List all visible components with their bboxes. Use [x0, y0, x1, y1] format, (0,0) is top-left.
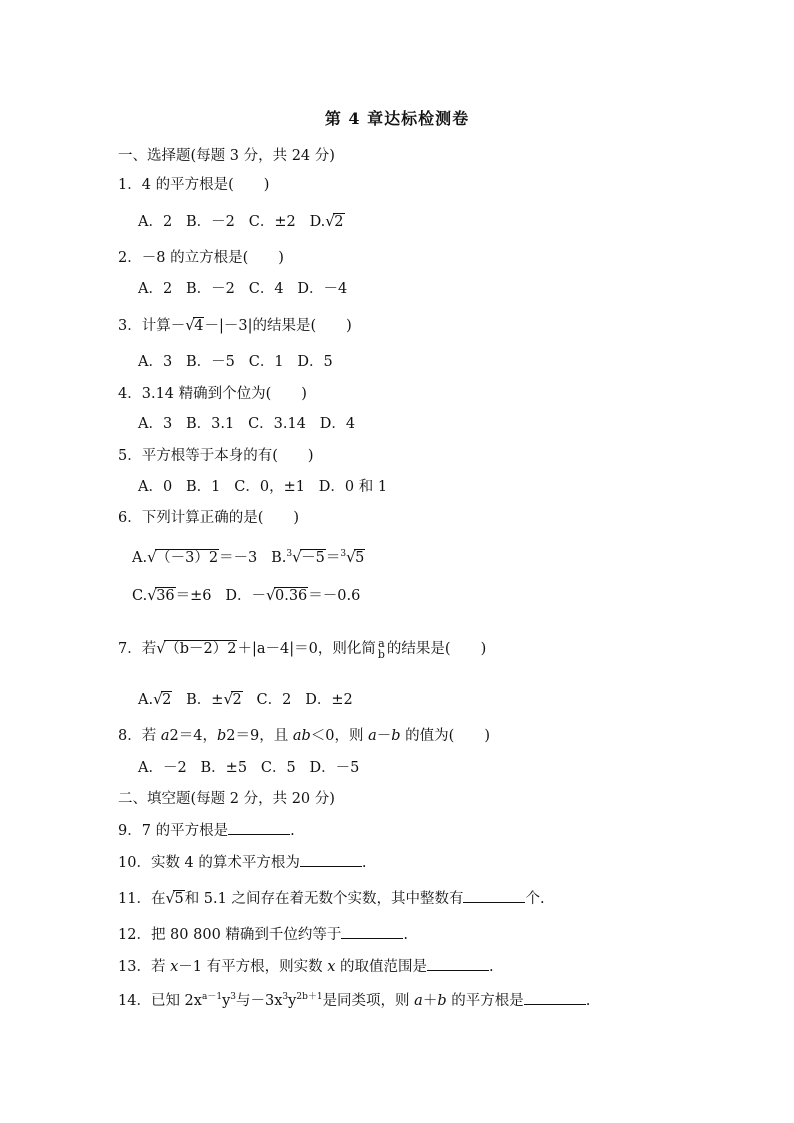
q6-d-radicand: 0.36 [274, 588, 308, 604]
question-5 [118, 446, 314, 466]
sqrt-icon: √ （b－2）2 [156, 639, 237, 657]
q1-options [138, 212, 345, 232]
q1-stem: 4 的平方根是( [141, 177, 234, 193]
q6-d-rest: ＝－0.6 [308, 588, 361, 604]
q6-a-rest: ＝－3 [219, 549, 258, 566]
q7-option-c: C．2 [256, 692, 292, 708]
q10-end: . [361, 855, 367, 871]
q14-sup2: 3 [230, 992, 236, 1002]
q5-close: ) [307, 448, 314, 464]
question-14 [118, 987, 590, 1011]
q9-stem: 7 的平方根是 [141, 823, 229, 839]
q9-end: . [290, 823, 295, 839]
q7-frac-num: a [378, 637, 385, 650]
q3-option-c: C．1 [248, 354, 284, 370]
q7-radicand: （b－2）2 [165, 641, 237, 657]
cbrt-icon: √ －5 [292, 547, 325, 566]
question-11 [118, 888, 545, 909]
q2-number: 2． [118, 250, 142, 266]
q8-option-a: A．－2 [138, 760, 187, 776]
q4-number: 4． [118, 386, 142, 402]
q4-option-b: B．3.1 [186, 416, 235, 432]
question-6 [118, 508, 299, 528]
q7-close: ) [480, 641, 487, 657]
page-title: 第 4 章达标检测卷 [324, 109, 470, 128]
q1-number: 1． [118, 177, 142, 193]
q8-option-c: C．5 [260, 760, 296, 776]
sqrt-icon: √ 2 [223, 690, 242, 708]
question-4 [118, 384, 307, 404]
q14-var-a: a [414, 992, 423, 1009]
q7-option-b-label: B．± [186, 692, 224, 708]
q7-b-radicand: 2 [232, 692, 242, 708]
q3-number: 3． [118, 318, 142, 334]
q6-b-radicand: －5 [301, 549, 325, 566]
q6-close: ) [293, 510, 300, 526]
q11-number: 11． [118, 891, 151, 907]
question-3 [118, 316, 352, 336]
sqrt-icon: √ 2 [153, 690, 172, 708]
q14-var-b: b [437, 992, 447, 1009]
q5-options [138, 477, 387, 497]
q4-option-a: A．3 [138, 416, 173, 432]
q13-end: . [489, 959, 494, 975]
q8-var-b2: b [391, 728, 401, 744]
answer-blank[interactable] [524, 990, 586, 1005]
q4-stem: 3.14 精确到个位为( [141, 386, 272, 402]
question-10 [118, 852, 367, 873]
q6-c-rest: ＝±6 [175, 588, 212, 604]
q8-option-b: B．±5 [200, 760, 248, 776]
q2-option-d: D．－4 [297, 281, 348, 297]
q9-number: 9． [118, 823, 142, 839]
q7-options [138, 690, 353, 710]
q11-end: 个. [525, 891, 545, 907]
q4-close: ) [301, 386, 307, 402]
q5-option-b: B．1 [186, 479, 221, 495]
q14-sup4: 2b＋1 [296, 992, 323, 1002]
sqrt-icon: √ （－3）2 [147, 547, 219, 566]
q3-option-b: B．－5 [186, 354, 235, 370]
q8-option-d: D．－5 [309, 760, 360, 776]
q2-option-b: B．－2 [186, 281, 235, 297]
q14-stem-a: 已知 2x [150, 992, 202, 1009]
q1-close: ) [263, 177, 270, 193]
q13-number: 13． [118, 959, 151, 975]
q6-options-ab [132, 544, 365, 568]
q6-a-radicand: （－3）2 [156, 549, 219, 566]
q5-option-c: C．0，±1 [234, 479, 305, 495]
q5-number: 5． [118, 448, 142, 464]
q14-sup1: a－1 [201, 992, 223, 1002]
section-choice-heading: 一、选择题(每题 3 分，共 24 分) [118, 148, 335, 164]
sqrt-icon: √ 0.36 [265, 586, 308, 604]
q3-option-d: D．5 [297, 354, 333, 370]
q6-options-cd [132, 586, 360, 606]
question-7 [118, 638, 486, 660]
q7-number: 7． [118, 641, 142, 657]
fraction-sqrt [378, 638, 385, 660]
q2-option-c: C．4 [248, 281, 284, 297]
q11-radicand: 5 [174, 891, 184, 907]
q8-stem-d: ＜0，则 [310, 728, 369, 744]
q4-option-d: D．4 [319, 416, 356, 432]
q8-var-b: b [216, 728, 227, 744]
sqrt-icon: √ 36 [147, 586, 175, 604]
q8-close: ) [484, 728, 490, 744]
q14-end: . [585, 992, 591, 1009]
q3-stem-a: 计算－ [141, 318, 186, 334]
question-9 [118, 820, 295, 841]
sqrt-icon: √ 5 [165, 889, 184, 907]
answer-blank[interactable] [463, 888, 525, 903]
q2-stem: －8 的立方根是( [141, 250, 249, 266]
q8-stem-b: 2＝4， [169, 728, 217, 744]
q11-stem-b: 和 5.1 之间存在着无数个实数，其中整数有 [184, 891, 464, 907]
cbrt-icon: √ 5 [346, 547, 365, 566]
sqrt-icon: √ 2 [325, 212, 344, 230]
sqrt-icon: √ 4 [185, 316, 204, 334]
q1-d-radicand: 2 [334, 214, 344, 230]
q8-stem-c: 2＝9，且 [226, 728, 293, 744]
q1-option-d: D. [309, 214, 326, 230]
q5-stem: 平方根等于本身的有( [141, 448, 278, 464]
q4-option-c: C．3.14 [248, 416, 306, 432]
answer-blank[interactable] [228, 820, 290, 835]
q8-var-a: a [160, 728, 170, 744]
q13-stem-a: 若 [150, 959, 171, 975]
q6-option-a-label: A. [132, 549, 148, 566]
q3-options [138, 352, 333, 372]
q6-stem: 下列计算正确的是( [141, 510, 264, 526]
q2-close: ) [278, 250, 284, 266]
q8-options [138, 758, 359, 778]
q3-option-a: A．3 [138, 354, 173, 370]
q1-option-b: B．－2 [186, 214, 235, 230]
q14-stem-f: 的平方根是 [446, 992, 524, 1009]
q8-stem-e: 的值为( [400, 728, 455, 744]
q12-end: . [403, 927, 409, 943]
q8-minus: － [376, 728, 392, 744]
question-12 [118, 924, 408, 945]
q14-number: 14． [118, 992, 151, 1009]
q6-option-b-label: B. [271, 549, 287, 566]
q8-var-a2: a [368, 728, 377, 744]
q4-options [138, 414, 355, 434]
q7-stem-a: 若 [141, 641, 157, 657]
q8-stem-a: 若 [141, 728, 161, 744]
q14-stem-c: 与－3x [236, 992, 283, 1009]
q5-option-d: D．0 和 1 [318, 479, 388, 495]
q1-option-a: A．2 [138, 214, 173, 230]
q14-plus: ＋ [422, 992, 438, 1009]
section-fill-heading: 二、填空题(每题 2 分，共 20 分) [118, 791, 335, 807]
q14-sup3: 3 [282, 992, 289, 1002]
q5-option-a: A．0 [138, 479, 173, 495]
q13-stem-c: 的取值范围是 [335, 959, 427, 975]
q12-stem: 把 80 800 精确到千位约等于 [150, 927, 342, 943]
q6-number: 6． [118, 510, 142, 526]
question-1 [118, 175, 269, 195]
q10-number: 10． [118, 855, 151, 871]
question-8 [118, 726, 490, 746]
q6-c-radicand: 36 [156, 588, 175, 604]
answer-blank[interactable] [427, 956, 489, 971]
q7-option-a-label: A. [138, 692, 154, 708]
answer-blank[interactable] [341, 924, 403, 939]
q6-option-c-label: C. [132, 588, 148, 604]
q1-option-c: C．±2 [248, 214, 296, 230]
question-2 [118, 248, 284, 268]
q14-stem-b: y [222, 992, 231, 1009]
q2-options [138, 279, 347, 299]
q3-radicand: 4 [194, 318, 204, 334]
answer-blank[interactable] [300, 852, 362, 867]
q14-stem-e: 是同类项，则 [322, 992, 415, 1009]
q11-stem-a: 在 [150, 891, 166, 907]
q13-stem-b: －1 有平方根，则实数 [178, 959, 328, 975]
q7-a-radicand: 2 [162, 692, 172, 708]
q7-stem-c: 的结果是( [386, 641, 451, 657]
q13-var-x2: x [327, 959, 336, 975]
question-13 [118, 956, 494, 977]
q6-option-d-label: D．－ [225, 588, 266, 604]
q7-stem-b: ＋|a－4|＝0，则化简 [237, 641, 376, 657]
q6-b-eq: ＝ [325, 549, 341, 566]
q14-stem-d: y [288, 992, 297, 1009]
q6-b-radicand2: 5 [355, 549, 365, 566]
q13-var-x: x [170, 959, 179, 975]
q7-frac-den: b [377, 648, 385, 661]
q3-close: ) [346, 318, 352, 334]
q6-b-index: 3 [286, 549, 293, 559]
q7-option-d: D．±2 [305, 692, 353, 708]
q6-b-index2: 3 [340, 549, 347, 559]
q10-stem: 实数 4 的算术平方根为 [150, 855, 300, 871]
q2-option-a: A．2 [138, 281, 173, 297]
q8-number: 8． [118, 728, 142, 744]
q3-stem-b: －|－3|的结果是( [204, 318, 317, 334]
q8-var-ab: ab [292, 728, 311, 744]
q12-number: 12． [118, 927, 151, 943]
